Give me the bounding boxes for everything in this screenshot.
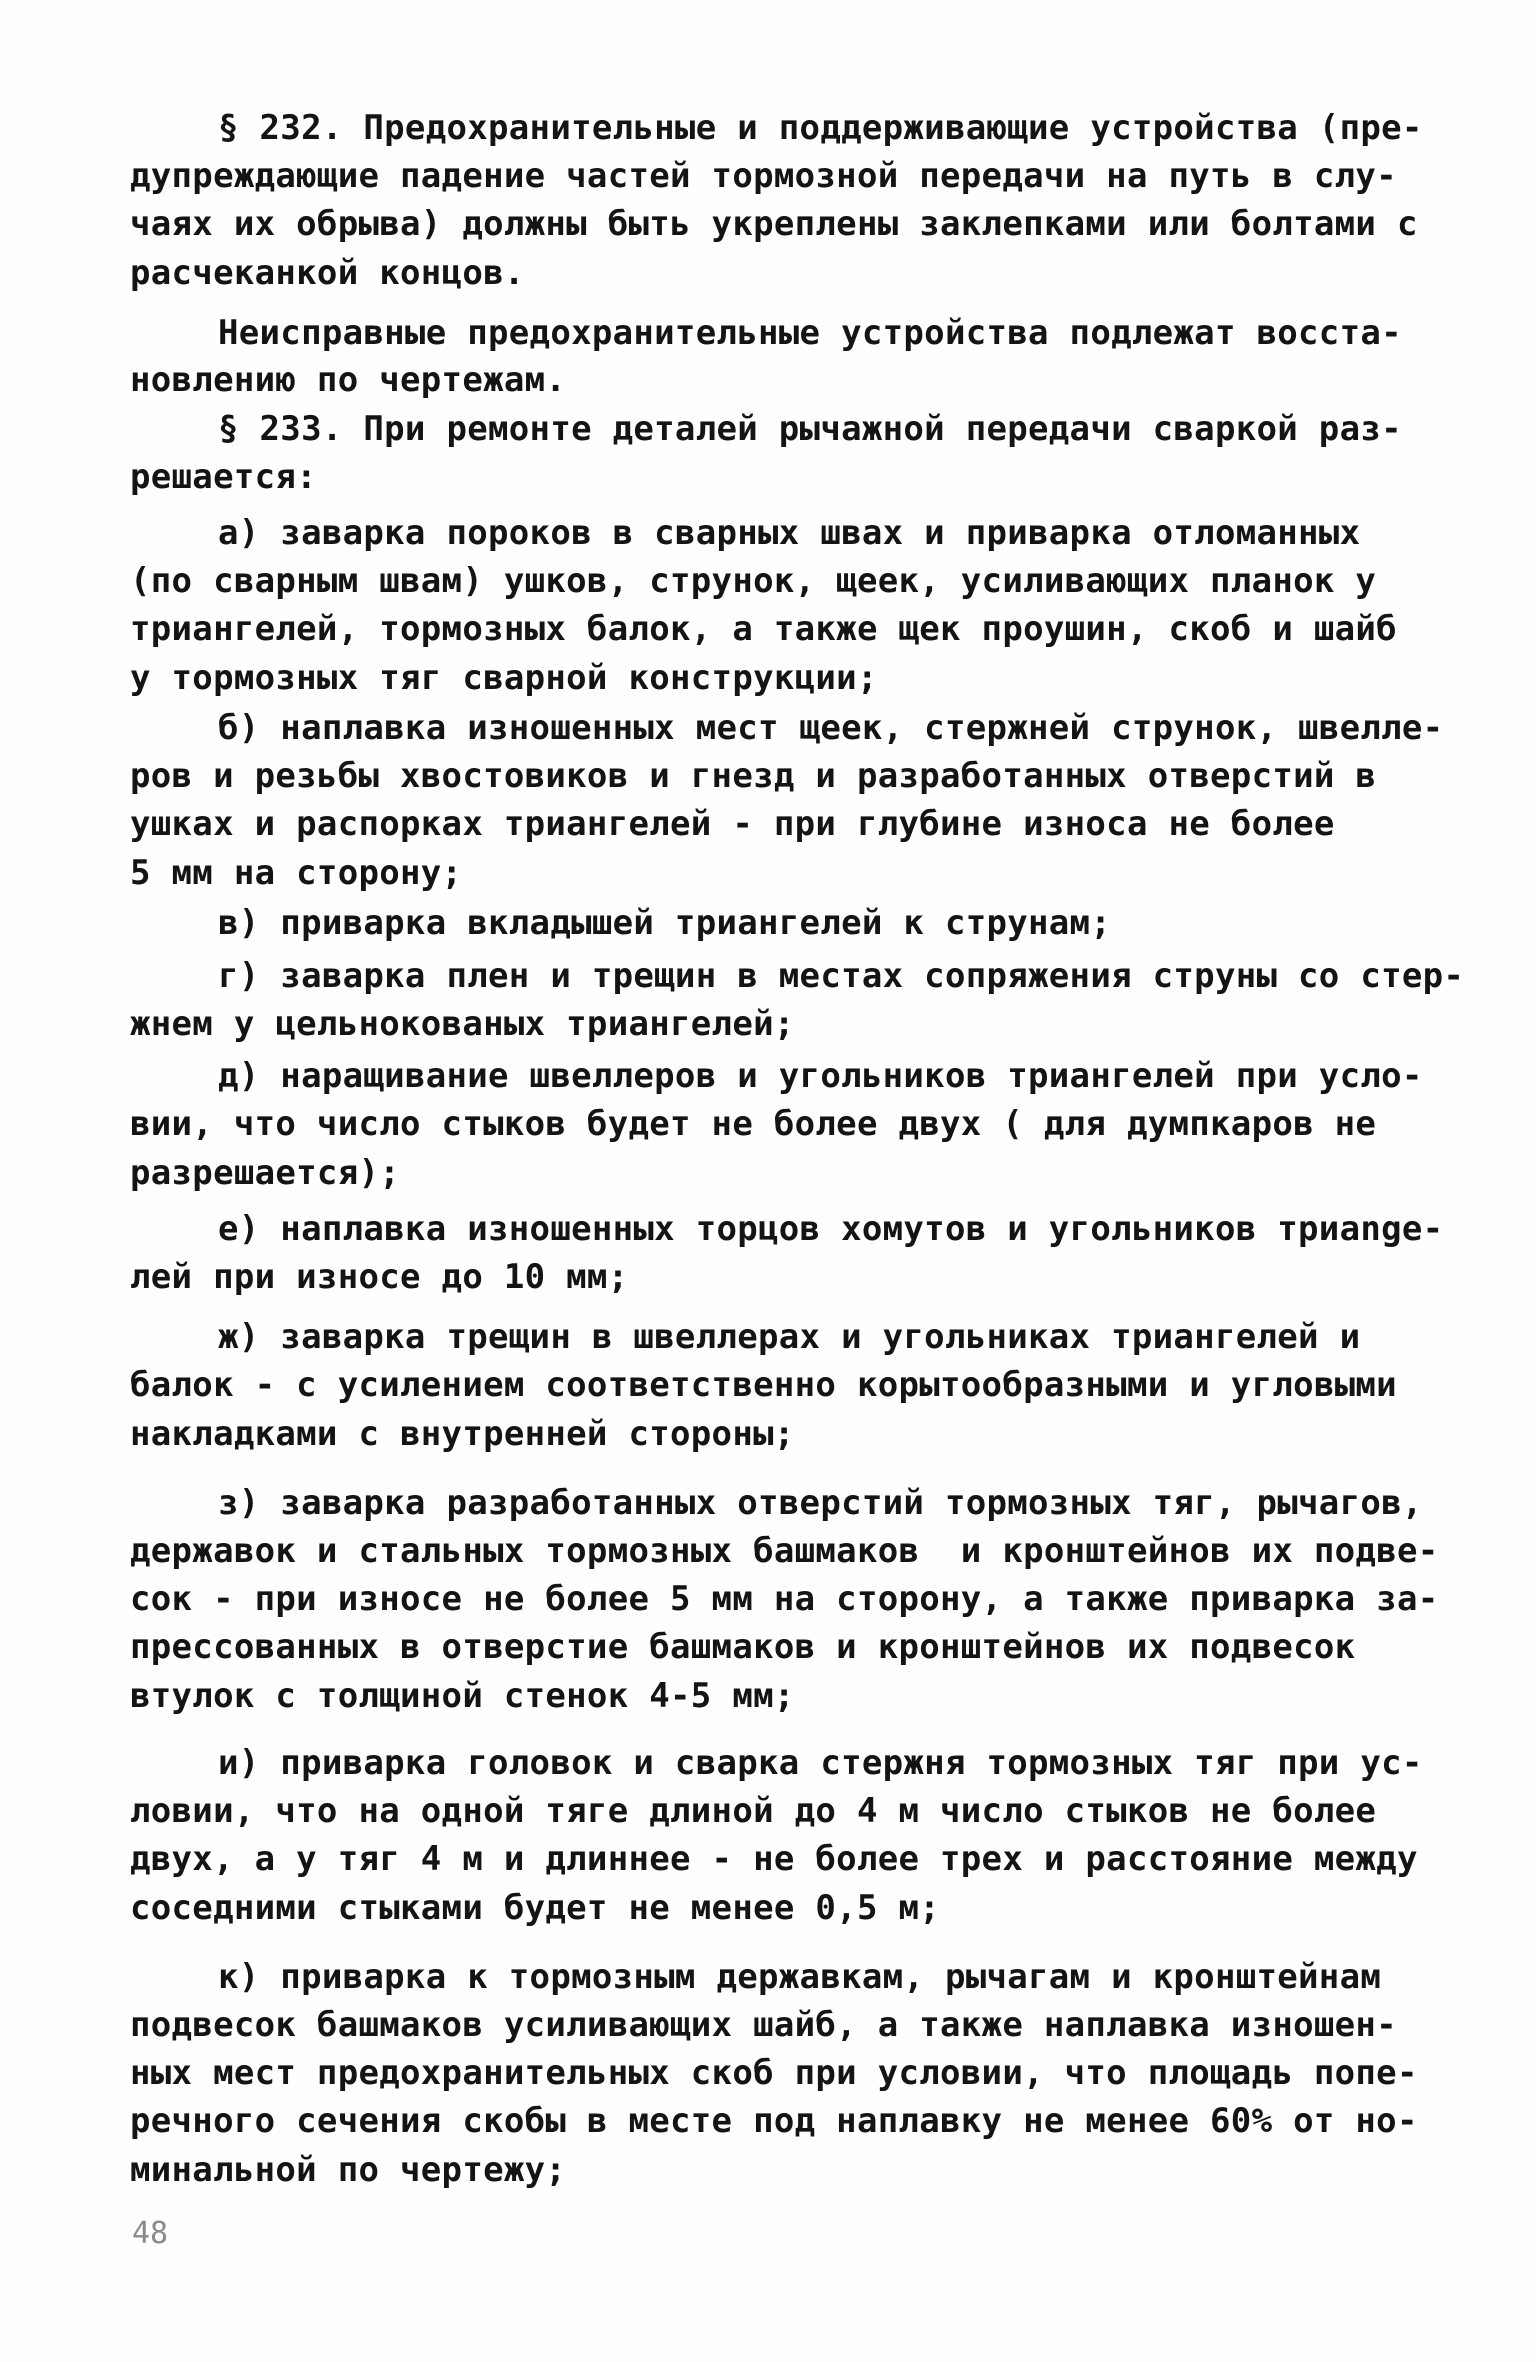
text-line: Неисправные предохранительные устройства подлежат восста- bbox=[218, 313, 1402, 353]
text-line: лей при износе до 10 мм; bbox=[130, 1257, 629, 1297]
text-line: державок и стальных тормозных башмаков и кронштейнов их подве- bbox=[130, 1531, 1439, 1571]
text-line: сок - при износе не более 5 мм на сторону, а также приварка за- bbox=[130, 1579, 1439, 1619]
text-line: § 232. Предохранительные и поддерживающие устройства (пре- bbox=[218, 108, 1423, 148]
text-line: а) заварка пороков в сварных швах и приварка отломанных bbox=[218, 513, 1361, 553]
text-line: у тормозных тяг сварной конструкции; bbox=[130, 658, 878, 698]
text-line: ров и резьбы хвостовиков и гнезд и разработанных отверстий в bbox=[130, 756, 1377, 796]
text-line: в) приварка вкладышей триангелей к струнам; bbox=[218, 903, 1112, 943]
text-line: новлению по чертежам. bbox=[130, 360, 567, 400]
text-line: подвесок башмаков усиливающих шайб, а также наплавка изношен- bbox=[130, 2005, 1397, 2045]
text-line: ушках и распорках триангелей - при глубине износа не более bbox=[130, 804, 1335, 844]
text-line: к) приварка к тормозным державкам, рычагам и кронштейнам bbox=[218, 1957, 1382, 1997]
text-line: 5 мм на сторону; bbox=[130, 853, 463, 893]
text-line: расчеканкой концов. bbox=[130, 253, 525, 293]
text-line: минальной по чертежу; bbox=[130, 2150, 567, 2190]
text-line: соседними стыками будет не менее 0,5 м; bbox=[130, 1888, 941, 1928]
text-line: решается: bbox=[130, 457, 317, 497]
text-line: вии, что число стыков будет не более двух ( для думпкаров не bbox=[130, 1104, 1377, 1144]
text-line: речного сечения скобы в месте под наплавку не менее 60% от но- bbox=[130, 2101, 1418, 2141]
text-line: триангелей, тормозных балок, а также щек проушин, скоб и шайб bbox=[130, 609, 1397, 649]
text-line: жнем у цельнокованых триангелей; bbox=[130, 1004, 795, 1044]
text-line: чаях их обрыва) должны быть укреплены заклепками или болтами с bbox=[130, 204, 1418, 244]
text-line: д) наращивание швеллеров и угольников триангелей при усло- bbox=[218, 1056, 1423, 1096]
text-line: балок - с усилением соответственно корытообразными и угловыми bbox=[130, 1365, 1397, 1405]
text-line: прессованных в отверстие башмаков и кронштейнов их подвесок bbox=[130, 1627, 1356, 1667]
text-line: е) наплавка изношенных торцов хомутов и угольников триange- bbox=[218, 1209, 1444, 1249]
text-line: б) наплавка изношенных мест щеек, стержней струнок, швелле- bbox=[218, 708, 1444, 748]
text-line: разрешается); bbox=[130, 1153, 401, 1193]
text-line: з) заварка разработанных отверстий тормозных тяг, рычагов, bbox=[218, 1483, 1423, 1523]
text-line: ловии, что на одной тяге длиной до 4 м число стыков не более bbox=[130, 1791, 1377, 1831]
text-line: ж) заварка трещин в швеллерах и угольниках триангелей и bbox=[218, 1317, 1361, 1357]
text-line: § 233. При ремонте деталей рычажной передачи сваркой раз- bbox=[218, 409, 1402, 449]
text-line: (по сварным швам) ушков, струнок, щеек, усиливающих планок у bbox=[130, 561, 1377, 601]
text-line: ных мест предохранительных скоб при условии, что площадь попе- bbox=[130, 2053, 1418, 2093]
text-line: накладками с внутренней стороны; bbox=[130, 1414, 795, 1454]
text-line: двух, а у тяг 4 м и длиннее - не более трех и расстояние между bbox=[130, 1839, 1418, 1879]
text-line: дупреждающие падение частей тормозной передачи на путь в слу- bbox=[130, 156, 1397, 196]
page-number: 48 bbox=[132, 2216, 169, 2251]
text-line: втулок с толщиной стенок 4-5 мм; bbox=[130, 1676, 795, 1716]
text-line: и) приварка головок и сварка стержня тормозных тяг при ус- bbox=[218, 1743, 1423, 1783]
text-line: г) заварка плен и трещин в местах сопряжения струны со стер- bbox=[218, 956, 1465, 996]
